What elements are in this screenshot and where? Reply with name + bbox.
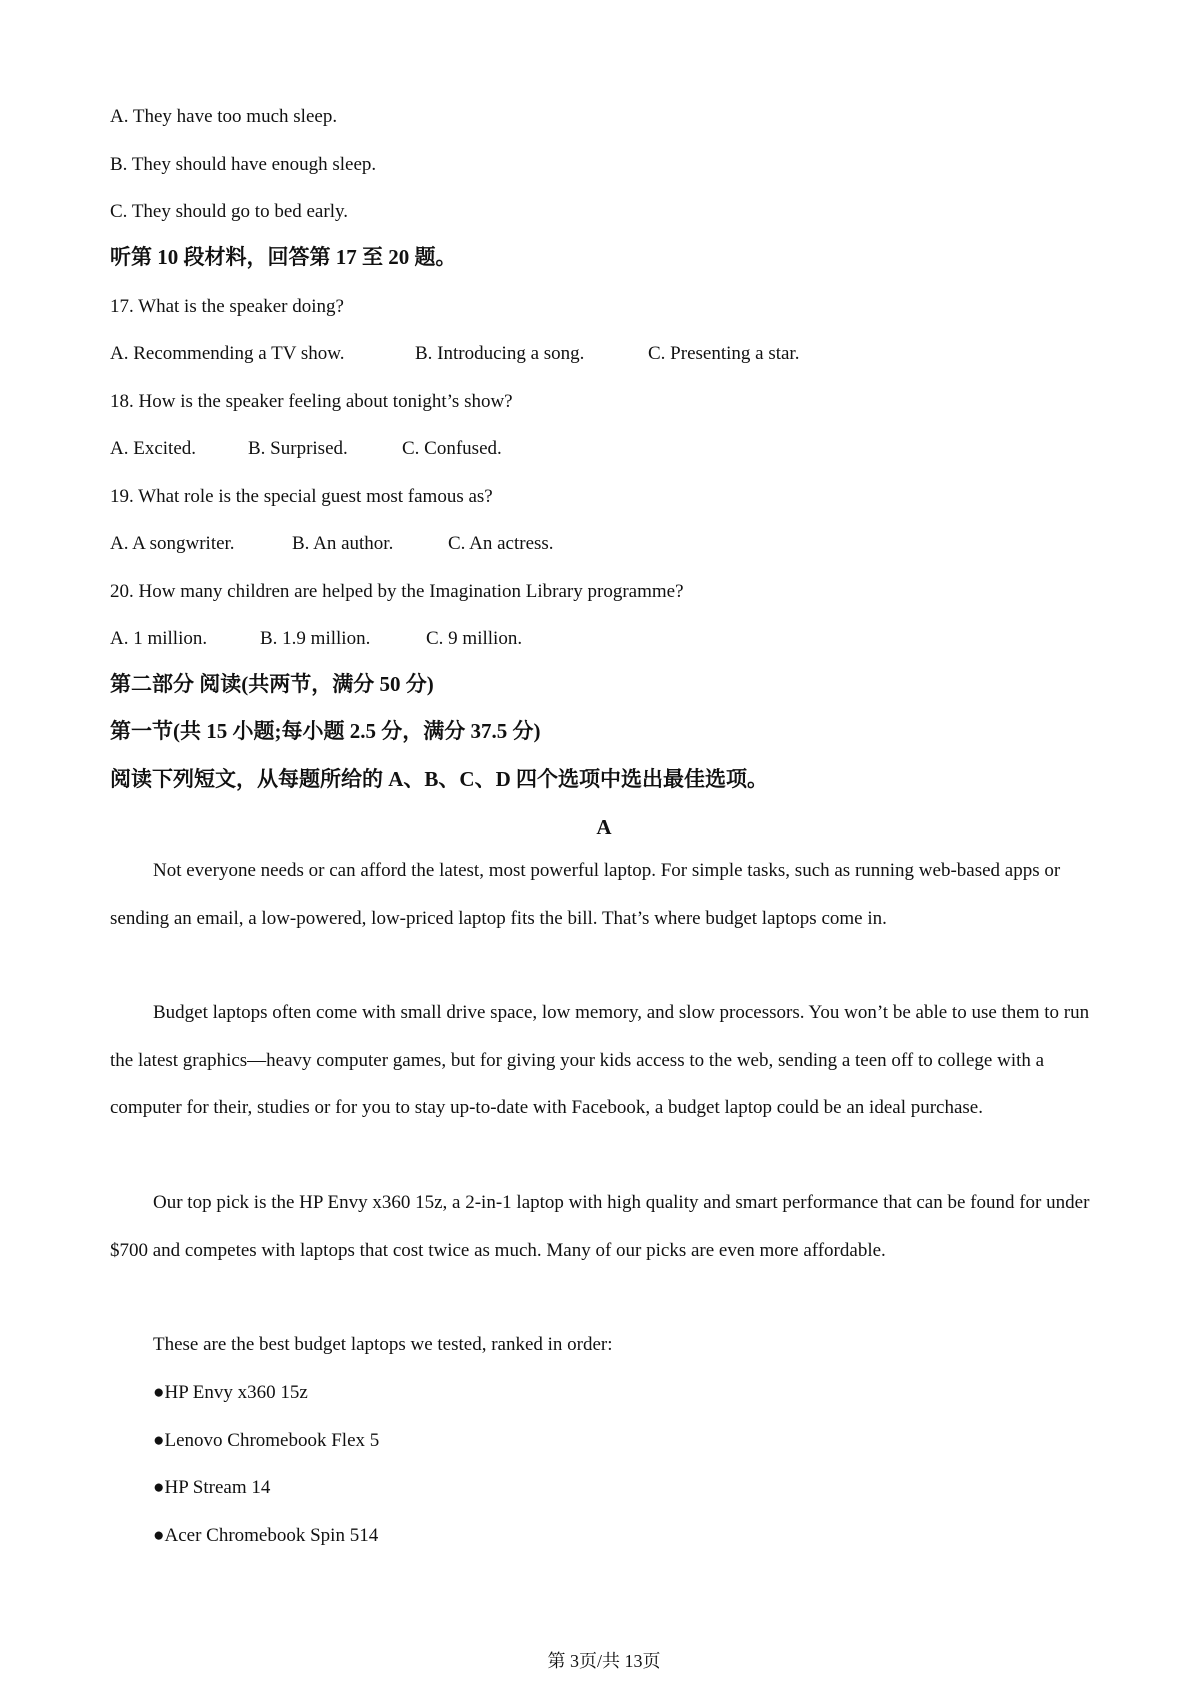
option-b: B. 1.9 million. bbox=[260, 628, 371, 649]
paragraph: Budget laptops often come with small drive space, low memory, and slow processors. You won’t be able to use them to run the latest graphics—heavy computer games, but for giving your kids access to the web, sending a teen off to college with a computer for their, studies or for you to stay up-to-date with Facebook, a budget laptop could be an ideal purchase. bbox=[110, 1002, 1090, 1118]
list-item: ●HP Envy x360 15z bbox=[153, 1382, 308, 1403]
option-c: C. Presenting a star. bbox=[648, 343, 800, 364]
option-a: A. A songwriter. bbox=[110, 533, 235, 554]
question-stem: 19. What role is the special guest most famous as? bbox=[110, 486, 493, 507]
question-options bbox=[110, 344, 799, 363]
option-b: B. An author. bbox=[292, 533, 394, 554]
section1-heading: 第一节(共 15 小题;每小题 2.5 分，满分 37.5 分) bbox=[110, 719, 541, 743]
paragraph: Our top pick is the HP Envy x360 15z, a 2-in-1 laptop with high quality and smart performance that can be found for under $700 and competes with laptops that cost twice as much. Many of our picks are even more affordable. bbox=[110, 1192, 1090, 1261]
question-options bbox=[110, 439, 502, 458]
list-item: ●HP Stream 14 bbox=[153, 1477, 271, 1498]
section-10-heading: 听第 10 段材料，回答第 17 至 20 题。 bbox=[110, 245, 457, 269]
question-stem: 18. How is the speaker feeling about tonight’s show? bbox=[110, 391, 513, 412]
page-number: 第 3页/共 13页 bbox=[547, 1651, 661, 1671]
question-stem: 17. What is the speaker doing? bbox=[110, 296, 344, 317]
option-a: A. 1 million. bbox=[110, 628, 208, 649]
question-options bbox=[110, 629, 522, 648]
question-options bbox=[110, 534, 554, 553]
passage-title: A bbox=[596, 815, 612, 839]
option-a: A. Excited. bbox=[110, 438, 197, 459]
option-c: C. 9 million. bbox=[426, 628, 523, 649]
option-b: B. Surprised. bbox=[248, 438, 348, 459]
list-item: ●Lenovo Chromebook Flex 5 bbox=[153, 1430, 380, 1451]
option-a: A. Recommending a TV show. bbox=[110, 343, 345, 364]
list-item: ●Acer Chromebook Spin 514 bbox=[153, 1525, 379, 1546]
part2-heading: 第二部分 阅读(共两节，满分 50 分) bbox=[110, 672, 434, 696]
q16-option-a: A. They have too much sleep. bbox=[110, 106, 338, 127]
paragraph: Not everyone needs or can afford the latest, most powerful laptop. For simple tasks, such as running web-based apps or sending an email, a low-powered, low-priced laptop fits the bill. That’s where budget laptops come in. bbox=[110, 860, 1061, 929]
q16-option-b: B. They should have enough sleep. bbox=[110, 154, 377, 175]
option-c: C. An actress. bbox=[448, 533, 554, 554]
q16-option-c: C. They should go to bed early. bbox=[110, 201, 348, 222]
question-stem: 20. How many children are helped by the Imagination Library programme? bbox=[110, 581, 684, 602]
instruction: 阅读下列短文，从每题所给的 A、B、C、D 四个选项中选出最佳选项。 bbox=[110, 767, 769, 791]
option-b: B. Introducing a song. bbox=[415, 343, 585, 364]
option-c: C. Confused. bbox=[402, 438, 502, 459]
paragraph: These are the best budget laptops we tested, ranked in order: bbox=[153, 1334, 613, 1355]
